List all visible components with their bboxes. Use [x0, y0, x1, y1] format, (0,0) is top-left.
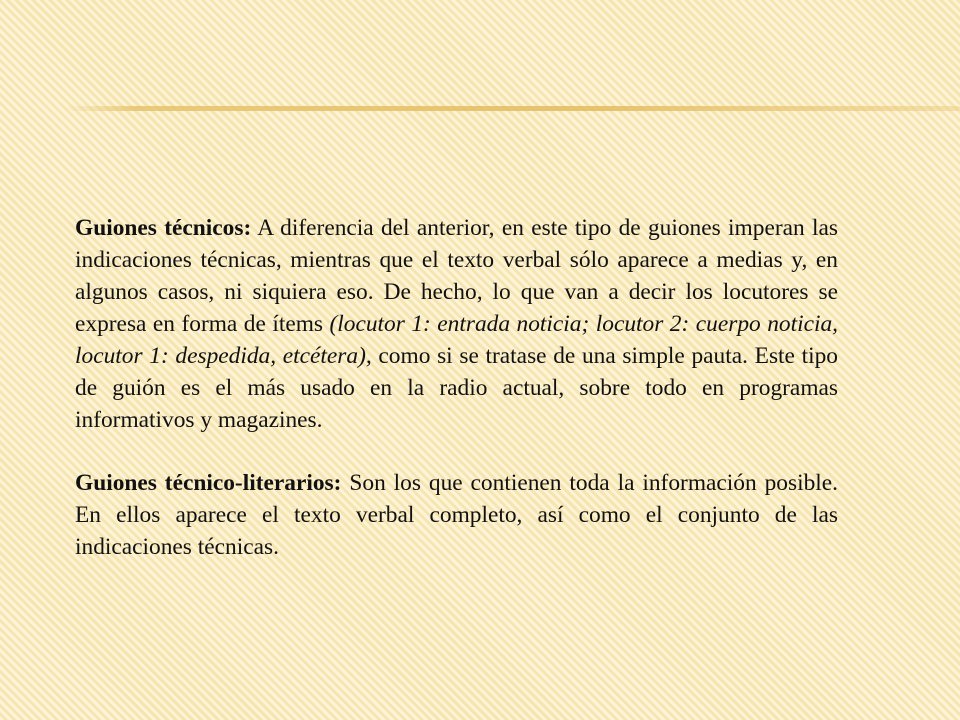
- paragraph-text: Son los que contienen toda la información posible. En ellos aparece el texto verbal completo, así como el conjunto de las indicaciones técnicas.: [75, 470, 838, 560]
- term-guiones-tecnico-literarios: Guiones técnico-literarios:: [75, 470, 342, 496]
- slide-body: [75, 212, 838, 563]
- paragraph-guiones-tecnico-literarios: [75, 467, 838, 563]
- paragraph-guiones-tecnicos: [75, 212, 838, 436]
- paragraph-text: como si se tratase de una simple pauta. Este tipo de guión es el más usado en la radio actual, sobre todo en programas informativos y magazines.: [75, 343, 839, 433]
- decorative-rule: [64, 106, 960, 111]
- paragraph-text: A diferencia del anterior, en este tipo de guiones imperan las indicaciones técnicas, mientras que el texto verbal sólo aparece a medias y, en algunos casos, ni siquiera eso. De hecho, lo que van a decir los locutores se expresa en forma de ítems: [75, 215, 838, 337]
- paragraph-italic-example: (locutor 1: entrada noticia; locutor 2: cuerpo noticia, locutor 1: despedida, etcétera),: [75, 311, 839, 369]
- term-guiones-tecnicos: Guiones técnicos:: [75, 215, 252, 241]
